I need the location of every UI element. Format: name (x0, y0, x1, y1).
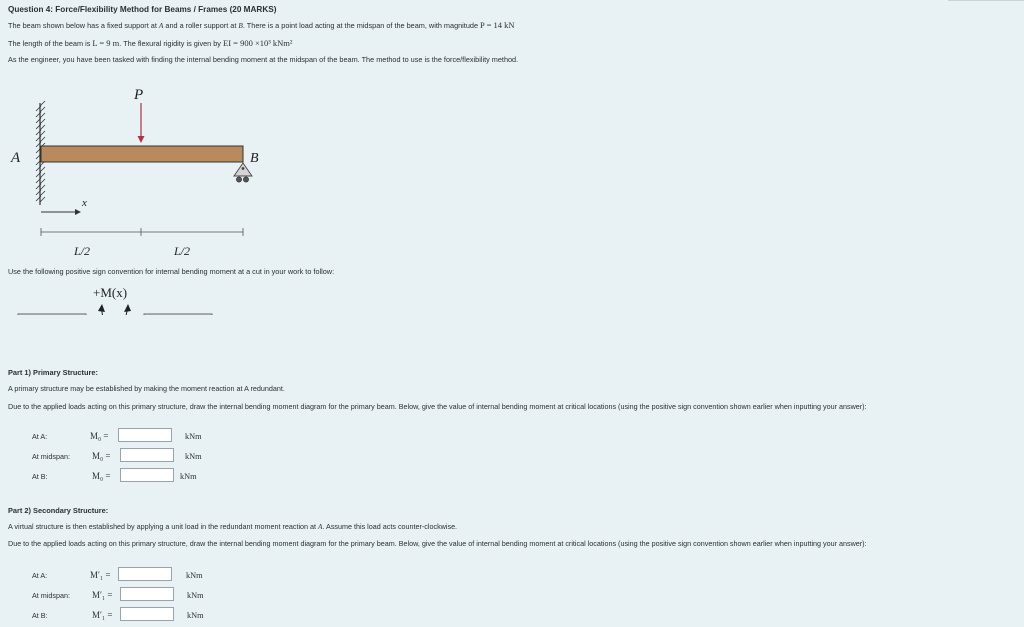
beam-length: L = 9 m (92, 38, 120, 48)
p1-row-mid-label: At midspan: (32, 452, 70, 461)
part2-intro-b: . Assume this load acts counter-clockwise. (322, 522, 458, 531)
p2-moment-at-midspan-input[interactable] (120, 587, 174, 601)
p1-moment-at-b-input[interactable] (120, 468, 174, 482)
top-divider (948, 0, 1024, 1)
p1-row-a-unit: kNm (185, 432, 202, 441)
line1-text-a: The beam shown below has a fixed support at (8, 21, 159, 30)
part1-heading: Part 1) Primary Structure: (8, 368, 98, 377)
part1-intro: A primary structure may be established by making the moment reaction at A redundant. (8, 384, 285, 393)
p2-row-b-unit: kNm (187, 611, 204, 620)
p2-row-b-label: At B: (32, 611, 48, 620)
beam-diagram (0, 80, 420, 315)
support-a-label: A (11, 150, 21, 166)
p2-row-b-symbol: M′₁ = (92, 610, 113, 620)
p1-row-a-symbol: M₀ = (90, 431, 109, 441)
p1-row-a-label: At A: (32, 432, 48, 441)
x-direction-arrow (41, 209, 81, 215)
p2-row-a-symbol: M′₁ = (90, 570, 111, 580)
p1-row-b-unit: kNm (180, 472, 197, 481)
p2-row-mid-unit: kNm (187, 591, 204, 600)
x-label: x (82, 197, 87, 209)
flexural-rigidity: EI = 900 ×10³ kNm² (223, 38, 293, 48)
sign-convention-text: Use the following positive sign convention for internal bending moment at a cut in your work to follow: (8, 267, 335, 276)
p2-moment-at-a-input[interactable] (118, 567, 172, 581)
line1-symbol-a: A (158, 21, 164, 30)
question-title: Question 4: Force/Flexibility Method for Beams / Frames (20 MARKS) (8, 5, 277, 14)
p1-moment-at-midspan-input[interactable] (120, 448, 174, 462)
p1-row-b-label: At B: (32, 472, 48, 481)
line1-text-c: . There is a point load acting at the midspan of the beam, with magnitude (242, 21, 481, 30)
p1-row-mid-symbol: M₀ = (92, 451, 111, 461)
part2-heading: Part 2) Secondary Structure: (8, 506, 109, 515)
line1-symbol-b: B (238, 21, 243, 30)
load-arrow (138, 103, 145, 143)
part2-intro-symbol: A (318, 523, 323, 531)
dim-right-label: L/2 (174, 244, 191, 258)
part2-intro (8, 521, 1008, 533)
p2-row-a-label: At A: (32, 571, 48, 580)
line2-text-b: . The flexural rigidity is given by (119, 39, 223, 48)
support-b-label: B (250, 151, 259, 166)
question-line-2 (8, 38, 292, 48)
p2-row-mid-label: At midspan: (32, 591, 70, 600)
dimension-line (41, 228, 243, 236)
p2-row-mid-symbol: M′₁ = (92, 590, 113, 600)
p1-moment-at-a-input[interactable] (118, 428, 172, 442)
p2-row-a-unit: kNm (186, 571, 203, 580)
part1-instructions: Due to the applied loads acting on this primary structure, draw the internal bending moment diagram for the primary beam. Below, give the value of internal bending moment at critical locations (using the positive sign convention shown earlier when inputting your answer): (8, 402, 867, 411)
load-label: P (134, 87, 144, 103)
p1-row-b-symbol: M₀ = (92, 471, 111, 481)
dim-left-label: L/2 (74, 244, 91, 258)
beam (41, 146, 243, 162)
question-line-1 (8, 20, 515, 30)
line1-text-b: and a roller support at (163, 21, 239, 30)
line2-text-a: The length of the beam is (8, 39, 93, 48)
part2-instructions: Due to the applied loads acting on this primary structure, draw the internal bending moment diagram for the primary beam. Below, give the value of internal bending moment at critical locations (using the positive sign convention shown earlier when inputting your answer): (8, 539, 867, 548)
p2-moment-at-b-input[interactable] (120, 607, 174, 621)
sign-convention-label: +M(x) (93, 285, 128, 300)
load-magnitude: P = 14 kN (480, 20, 515, 30)
part2-intro-a: A virtual structure is then established by applying a unit load in the redundant moment reaction at (8, 522, 319, 531)
sign-convention-figure (18, 304, 212, 315)
question-line-3: As the engineer, you have been tasked with finding the internal bending moment at the midspan of the beam. The method to use is the force/flexibility method. (8, 55, 519, 64)
p1-row-mid-unit: kNm (185, 452, 202, 461)
